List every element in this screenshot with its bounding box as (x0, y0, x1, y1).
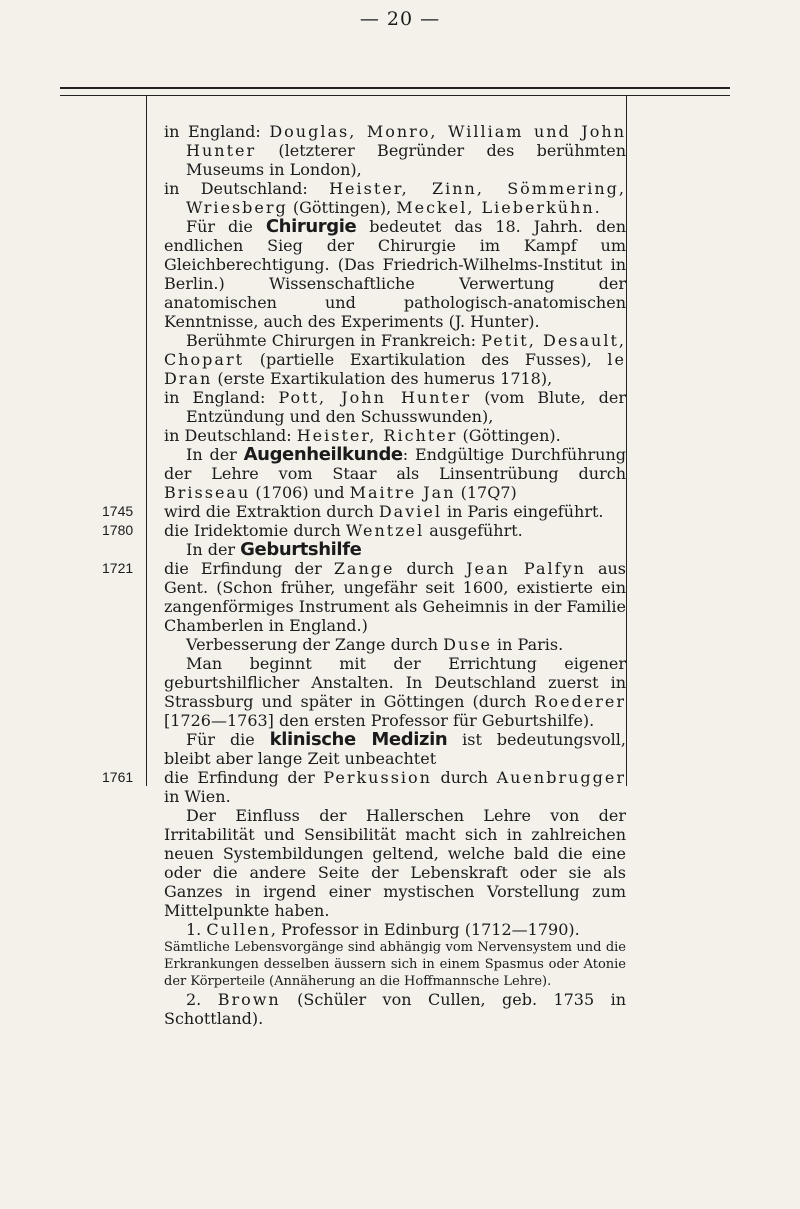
klinische-paragraph: Für die klinische Medizin ist bedeutungsvoll, bleibt aber lange Zeit unbeachtet (164, 729, 626, 768)
text-column (102, 122, 627, 1028)
germany-anatomists: in Deutschland: Heister, Zinn, Sömmering, Wriesberg (Göttingen), Meckel, Lieberkühn. (164, 179, 626, 217)
top-rule (60, 87, 730, 89)
haller-paragraph: Der Einfluss der Hallerschen Lehre von der Irritabilität und Sensibilität macht sich in zahlreichen neuen Systembildungen geltend, welche bald die eine oder die andere Seite der Lebenskraft oder sie als Ganzes in irgend einer mystischen Vorstellung zum Mittelpunkte haben. (164, 806, 626, 920)
section-heading-geburtshilfe: Geburtshilfe (240, 539, 362, 560)
left-column-rule (146, 96, 147, 786)
section-heading-augenheilkunde: Augenheilkunde (243, 444, 403, 465)
france-surgeons: Berühmte Chirurgen in Frankreich: Petit, Desault, Chopart (partielle Exartikulation des Fusses), le Dran (erste Exartikulation des humerus 1718), (164, 331, 626, 388)
section-heading-chirurgie: Chirurgie (265, 216, 357, 237)
england-surgeons: in England: Pott, John Hunter (vom Blute, der Entzündung und den Schusswunden), (164, 388, 626, 426)
perkussion-entry: 1761 die Erfindung der Perkussion durch Auenbrugger in Wien. (102, 768, 626, 806)
cullen-entry: 1. Cullen, Professor in Edinburg (1712—1790). (186, 920, 580, 939)
right-column-rule (626, 96, 627, 786)
year-marker: 1745 (102, 503, 134, 519)
year-marker: 1721 (102, 560, 134, 576)
top-rule-thin (60, 95, 730, 96)
anstalten-paragraph: Man beginnt mit der Errichtung eigener geburtshilflicher Anstalten. In Deutschland zuerst in Strassburg und später in Göttingen (durch Roederer [1726—1763] den ersten Professor für Geburtshilfe). (164, 654, 626, 730)
chirurgie-paragraph: Für die Chirurgie bedeutet das 18. Jahrh. den endlichen Sieg der Chirurgie im Kampf um Gleichberechtigung. (Das Friedrich-Wilhelms-Institut in Berlin.) Wissenschaftliche Verwertung der anatomischen und pathologisch-anatomischen Kenntnisse, auch des Experiments (J. Hunter). (164, 216, 627, 331)
year-marker: 1761 (102, 769, 134, 785)
verbesserung-paragraph: Verbesserung der Zange durch Duse in Paris. (186, 635, 564, 654)
england-anatomists: in England: Douglas, Monro, William und John Hunter (letzterer Begründer des berühmten Museums in London), (164, 122, 626, 179)
geburtshilfe-heading: In der Geburtshilfe (186, 539, 362, 560)
zange-entry: 1721 die Erfindung der Zange durch Jean Palfyn aus Gent. (Schon früher, ungefähr seit 1600, existierte ein zangenförmiges Instrument als Geheimnis in der Familie Chamberlen in England.) (102, 559, 627, 635)
cullen-note: Sämtliche Lebensvorgänge sind abhängig vom Nervensystem und die Erkrankungen desselben äussern sich in einem Spasmus oder Atonie der Körperteile (Annäherung an die Hoffmannsche Lehre). (164, 940, 626, 989)
augenheilkunde-paragraph: In der Augenheilkunde: Endgültige Durchführung der Lehre vom Staar als Linsentrübung durch Brisseau (1706) und Maitre Jan (17Q7) (164, 444, 626, 502)
page-number: — 20 — (359, 8, 441, 30)
section-heading-klinische-medizin: klinische Medizin (269, 729, 448, 750)
brown-entry: 2. Brown (Schüler von Cullen, geb. 1735 in Schottland). (164, 990, 626, 1028)
iridektomie-entry: 1780 die Iridektomie durch Wentzel ausgeführt. (102, 521, 523, 540)
extraktion-entry: 1745 wird die Extraktion durch Daviel in Paris eingeführt. (102, 502, 604, 521)
germany-surgeons: in Deutschland: Heister, Richter (Göttingen). (164, 426, 561, 445)
year-marker: 1780 (102, 522, 134, 538)
